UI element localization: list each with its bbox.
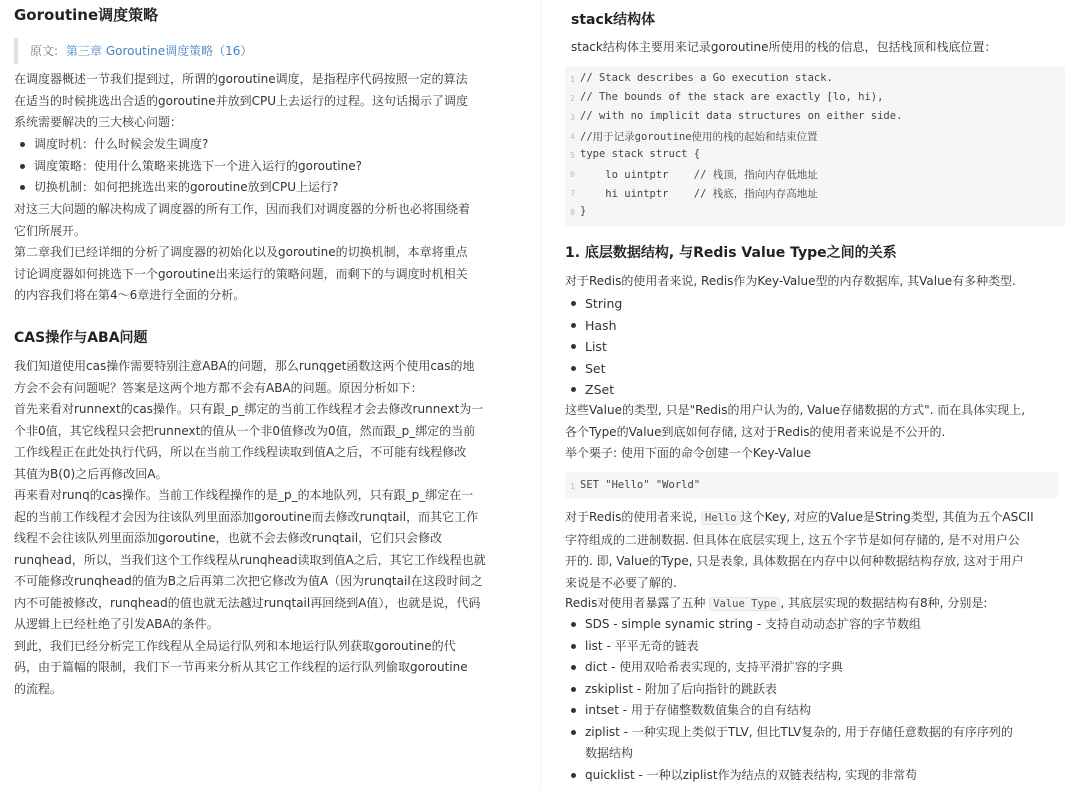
text-line: 举个栗子: 使用下面的命令创建一个Key-Value	[565, 446, 811, 460]
inline-code: Hello	[701, 511, 741, 525]
text-line: 字符组成的二进制数据. 但具体在底层实现上, 这五个字节是如何存储的, 是不对用户公	[565, 532, 1020, 547]
text-line: 码，由于篇幅的限制，我们下一节再来分析从其它工作线程的运行队列偷取goroutine	[14, 660, 468, 674]
redis-intro: 对于Redis的使用者来说, Redis作为Key-Value型的内存数据库, 其Value有多种类型.	[565, 274, 1016, 288]
text-line: 的流程。	[14, 681, 63, 696]
stack-code-block	[565, 66, 1065, 226]
line-number: 6	[570, 170, 575, 179]
text-line: 来说是不必要了解的.	[565, 575, 677, 590]
code-line: // Stack describes a Go execution stack.	[580, 72, 833, 84]
text-line: 我们知道使用cas操作需要特别注意ABA的问题，那么runqget函数这两个使用cas的地	[14, 359, 475, 373]
list-item: SDS - simple synamic string - 支持自动动态扩容的字节数组	[565, 614, 1065, 636]
column-divider	[540, 0, 541, 790]
text-span: ziplist - 一种实现上类似于TLV, 但比TLV复杂的, 用于存储任意数据的有序序列的	[585, 724, 1013, 739]
list-item: List	[565, 336, 1065, 358]
list-item: 调度时机：什么时候会发生调度?	[14, 134, 514, 156]
list-item: String	[565, 293, 1065, 315]
text-line: 它们所展开。	[14, 223, 87, 238]
code-line: hi uintptr // 栈底，指向内存高地址	[580, 188, 818, 200]
code-line: type stack struct {	[580, 148, 701, 160]
text-span: 对于Redis的使用者来说,	[565, 510, 702, 524]
quote-label: 原文:	[30, 44, 59, 58]
expose-paragraph	[565, 593, 1070, 616]
text-line: 不可能修改runqhead的值为B之后再第二次把它修改为值A（因为runqtail在这段时间之	[14, 574, 483, 588]
list-item: 调度策略：使用什么策略来挑选下一个进入运行的goroutine?	[14, 156, 514, 178]
text-line: 对这三大问题的解决构成了调度器的所有工作，因而我们对调度器的分析也必将围绕着	[14, 202, 471, 216]
text-line: 线程不会往该队列里面添加goroutine，也就不会去修改runqtail，它们只会修改	[14, 531, 443, 545]
text-line: 在调度器概述一节我们提到过，所谓的goroutine调度，是指程序代码按照一定的算法	[14, 72, 468, 86]
set-command-block	[565, 472, 1058, 498]
list-item: quicklist - 一种以ziplist作为结点的双链表结构, 实现的非常苟	[565, 765, 1065, 787]
hello-paragraph	[565, 507, 1070, 594]
text-line: runqhead，所以，当我们这个工作线程从runqhead读取到值A之后，其它工作线程也就	[14, 552, 486, 567]
text-line: 首先来看对runnext的cas操作。只有跟_p_绑定的当前工作线程才会去修改runnext为一	[14, 402, 484, 416]
inline-code: Value Type	[709, 597, 780, 611]
text-line: 在适当的时候挑选出合适的goroutine并放到CPU上去运行的过程。这句话揭示了调度	[14, 93, 469, 108]
code-line: SET "Hello" "World"	[580, 479, 701, 491]
code-line: lo uintptr // 栈顶，指向内存低地址	[580, 169, 818, 181]
intro-paragraph	[14, 69, 514, 134]
line-number: 4	[570, 132, 575, 141]
stack-heading: stack结构体	[571, 12, 656, 28]
overview-paragraph	[14, 199, 514, 307]
redis-section-heading: 1. 底层数据结构, 与Redis Value Type之间的关系	[565, 245, 897, 261]
list-item	[565, 722, 1065, 765]
list-item: ZSet	[565, 379, 1065, 401]
line-number: 3	[570, 113, 575, 122]
cas-section-heading: CAS操作与ABA问题	[14, 330, 148, 346]
line-number: 1	[570, 482, 575, 491]
text-line: 内不可能被修改，runqhead的值也就无法越过runqtail再回绕到A值），也就是说，代码	[14, 595, 481, 610]
text-line: 开的. 即, Value的Type, 只是表象, 具体数据在内存中以何种数据结构存放, 这对于用户	[565, 554, 1024, 568]
cas-paragraph	[14, 356, 514, 700]
text-line: 各个Type的Value到底如何存储, 这对于Redis的使用者来说是不公开的.	[565, 424, 946, 439]
text-span: 数据结构	[585, 746, 634, 760]
list-item: intset - 用于存储整数数值集合的自有结构	[565, 700, 1065, 722]
line-number: 2	[570, 94, 575, 103]
impl-structures-list	[565, 614, 1065, 786]
text-line: 方会不会有问题呢？答案是这两个地方都不会有ABA的问题。原因分析如下：	[14, 380, 423, 395]
core-problems-list	[14, 134, 514, 199]
text-line: 起的当前工作线程才会因为往该队列里面添加goroutine而去修改runqtail，而其它工作	[14, 509, 479, 524]
source-quote	[14, 38, 450, 64]
code-line: // with no implicit data structures on either side.	[580, 110, 903, 122]
list-item: dict - 使用双哈希表实现的, 支持平滑扩容的字典	[565, 657, 1065, 679]
list-item: Set	[565, 358, 1065, 380]
text-line	[565, 507, 1070, 530]
code-line: // The bounds of the stack are exactly [lo, hi),	[580, 91, 884, 103]
text-line: 从逻辑上已经杜绝了引发ABA的条件。	[14, 617, 219, 631]
text-line: 到此，我们已经分析完工作线程从全局运行队列和本地运行队列获取goroutine的代	[14, 638, 456, 653]
code-line: }	[580, 205, 587, 217]
text-line: 讨论调度器如何挑选下一个goroutine出来运行的策略问题，而剩下的与调度时机相关	[14, 266, 468, 281]
text-line: 系统需要解决的三大核心问题：	[14, 115, 183, 129]
text-line: 的内容我们将在第4～6章进行全面的分析。	[14, 288, 246, 302]
list-item: 切换机制：如何把挑选出来的goroutine放到CPU上运行?	[14, 177, 514, 199]
text-span: Redis对使用者暴露了五种	[565, 596, 710, 610]
list-item: zskiplist - 附加了后向指针的跳跃表	[565, 679, 1065, 701]
text-line: 其值为B(0)之后再修改回A。	[14, 466, 168, 481]
stack-description: stack结构体主要用来记录goroutine所使用的栈的信息，包括栈顶和栈底位置：	[571, 40, 997, 54]
text-line: 再来看对runq的cas操作。当前工作线程操作的是_p_的本地队列，只有跟_p_绑定在一	[14, 488, 474, 502]
text-line: 第二章我们已经详细的分析了调度器的初始化以及goroutine的切换机制，本章将重点	[14, 245, 468, 259]
text-span: , 其底层实现的数据结构有8种, 分别是:	[780, 596, 988, 610]
list-item: Hash	[565, 315, 1065, 337]
line-number: 5	[570, 151, 575, 160]
text-line: 个非0值，其它线程只会把runnext的值从一个非0值修改为0值，然而跟_p_绑定的当前	[14, 423, 476, 438]
text-span: 这个Key, 对应的Value是String类型, 其值为五个ASCII	[740, 510, 1034, 524]
line-number: 1	[570, 75, 575, 84]
text-line: 这些Value的类型, 只是"Redis的用户认为的, Value存储数据的方式". 而在具体实现上,	[565, 403, 1026, 417]
line-number: 7	[570, 189, 575, 198]
types-description	[565, 400, 1070, 465]
value-types-list	[565, 293, 1065, 401]
list-item: list - 平平无奇的链表	[565, 636, 1065, 658]
source-link[interactable]: 第三章 Goroutine调度策略（16）	[66, 44, 253, 58]
text-line: 工作线程正在此处执行代码，所以在当前工作线程读取到值A之后，不可能有线程修改	[14, 445, 467, 459]
line-number: 8	[570, 208, 575, 217]
code-line: //用于记录goroutine使用的栈的起始和结束位置	[580, 131, 818, 143]
article-title: Goroutine调度策略	[14, 6, 159, 24]
